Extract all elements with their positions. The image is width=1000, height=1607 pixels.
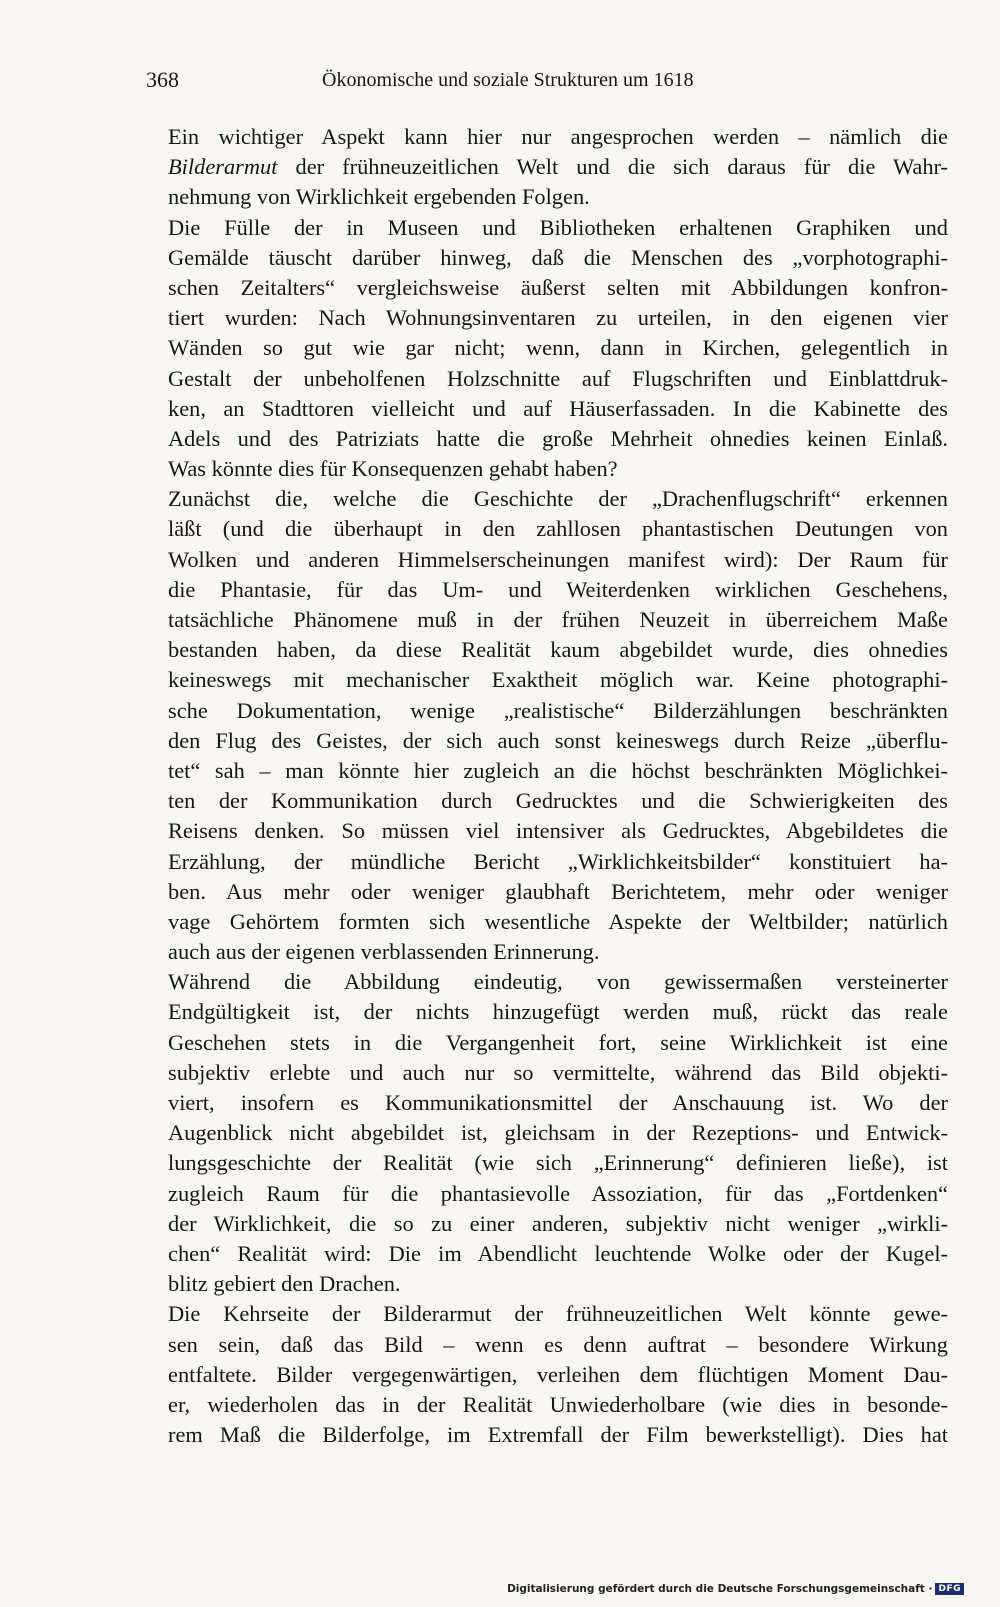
text-line (168, 1118, 948, 1148)
text-line (168, 243, 948, 273)
text-line (168, 1390, 948, 1420)
text-line (168, 394, 948, 424)
text-segment: keineswegs mit mechanischer Exaktheit möglich war. Keine photographi- (168, 667, 948, 693)
italic-term: Bilderarmut (168, 154, 278, 180)
text-segment: die Phantasie, für das Um- und Weiterdenken wirklichen Geschehens, (168, 576, 948, 602)
text-segment: tiert wurden: Nach Wohnungsinventaren zu urteilen, in den eigenen vier (168, 305, 948, 331)
page-number: 368 (146, 67, 179, 92)
text-segment: zugleich Raum für die phantasievolle Assoziation, für das „Fortdenken“ (168, 1180, 948, 1206)
text-segment: viert, insofern es Kommunikationsmittel der Anschauung ist. Wo der (168, 1090, 948, 1115)
text-line (168, 1028, 948, 1058)
credit-text: Digitalisierung gefördert durch die Deutsche Forschungsgemeinschaft · (507, 1583, 933, 1595)
text-line (168, 213, 948, 243)
text-segment: Gemälde täuscht darüber hinweg, daß die Menschen des „vorphotographi- (168, 244, 948, 270)
text-line (168, 273, 948, 303)
text-segment: Die Kehrseite der Bilderarmut der frühneuzeitlichen Welt könnte gewe- (168, 1301, 948, 1327)
page-header (146, 62, 868, 98)
text-segment: der Wirklichkeit, die so zu einer anderen, subjektiv nicht weniger „wirkli- (168, 1210, 948, 1236)
text-line (168, 424, 948, 454)
text-segment: Geschehen stets in die Vergangenheit fort, seine Wirklichkeit ist eine (168, 1029, 948, 1055)
text-line (168, 907, 948, 937)
text-line (168, 1299, 948, 1329)
text-segment: tet“ sah – man könnte hier zugleich an die höchst beschränkten Möglichkei- (168, 757, 948, 783)
text-segment: rem Maß die Bilderfolge, im Extremfall der Film bewerkstelligt). Dies hat (168, 1422, 948, 1448)
text-segment: ken, an Stadttoren vielleicht und auf Häuserfassaden. In die Kabinette des (168, 395, 948, 421)
text-segment: auch aus der eigenen verblassenden Erinnerung. (168, 939, 600, 965)
text-segment: Erzählung, der mündliche Bericht „Wirklichkeitsbilder“ konstituiert ha- (168, 848, 948, 874)
running-head: Ökonomische und soziale Strukturen um 1618 (322, 69, 694, 91)
dfg-logo-icon: DFG (935, 1583, 964, 1595)
text-segment: tatsächliche Phänomene muß in der frühen Neuzeit in überreichem Maße (168, 607, 948, 632)
text-line (168, 575, 948, 605)
text-line (168, 152, 948, 182)
text-line (168, 1330, 948, 1360)
text-segment: chen“ Realität wird: Die im Abendlicht leuchtende Wolke oder der Kugel- (168, 1240, 948, 1266)
text-line (168, 1360, 948, 1390)
text-line (168, 1058, 948, 1088)
text-segment: vage Gehörtem formten sich wesentliche Aspekte der Weltbilder; natürlich (168, 908, 948, 934)
text-segment: er, wiederholen das in der Realität Unwiederholbare (wie dies in besonde- (168, 1391, 948, 1417)
text-line (168, 665, 948, 695)
text-segment: blitz gebiert den Drachen. (168, 1271, 401, 1297)
text-line (168, 1179, 948, 1209)
text-segment: sche Dokumentation, wenige „realistische“ Bilderzählungen beschränkten (168, 697, 948, 723)
text-segment: Gestalt der unbeholfenen Holzschnitte auf Flugschriften und Einblattdruk- (168, 365, 948, 391)
text-segment: Ein wichtiger Aspekt kann hier nur angesprochen werden – nämlich die (168, 124, 948, 149)
text-line (168, 997, 948, 1027)
text-line (168, 877, 948, 907)
text-line (168, 1420, 948, 1450)
text-line (168, 514, 948, 544)
text-segment: Reisens denken. So müssen viel intensiver als Gedrucktes, Abgebildetes die (168, 818, 948, 844)
text-line (168, 1148, 948, 1178)
text-line (168, 786, 948, 816)
text-segment: subjektiv erlebte und auch nur so vermittelte, während das Bild objekti- (168, 1059, 948, 1085)
text-line (168, 847, 948, 877)
text-line (168, 1209, 948, 1239)
text-line (168, 696, 948, 726)
text-segment: lungsgeschichte der Realität (wie sich „Erinnerung“ definieren ließe), ist (168, 1150, 948, 1176)
text-line (168, 333, 948, 363)
text-line (168, 122, 948, 152)
text-segment: Was könnte dies für Konsequenzen gehabt haben? (168, 456, 618, 482)
text-segment: Während die Abbildung eindeutig, von gewissermaßen versteinerter (168, 969, 948, 995)
text-segment: Wolken und anderen Himmelserscheinungen manifest wird): Der Raum für (168, 546, 948, 572)
text-line (168, 484, 948, 514)
text-line (168, 605, 948, 635)
text-line (168, 364, 948, 394)
text-line (168, 816, 948, 846)
text-line (168, 756, 948, 786)
text-segment: Wänden so gut wie gar nicht; wenn, dann in Kirchen, gelegentlich in (168, 335, 948, 361)
text-segment: entfaltete. Bilder vergegenwärtigen, verleihen dem flüchtigen Moment Dau- (168, 1361, 948, 1387)
text-segment: nehmung von Wirklichkeit ergebenden Folgen. (168, 184, 590, 210)
text-segment: den Flug des Geistes, der sich auch sonst keineswegs durch Reize „überflu- (168, 727, 948, 753)
text-line (168, 635, 948, 665)
text-line (168, 1269, 948, 1299)
text-line (168, 967, 948, 997)
text-line (168, 1239, 948, 1269)
text-segment: Adels und des Patriziats hatte die große Mehrheit ohnedies keinen Einlaß. (168, 425, 948, 451)
text-line (168, 182, 948, 212)
text-segment: sen sein, daß das Bild – wenn es denn auftrat – besondere Wirkung (168, 1331, 948, 1357)
digitization-credit (507, 1583, 964, 1595)
text-segment: bestanden haben, da diese Realität kaum abgebildet wurde, dies ohnedies (168, 637, 948, 663)
text-segment: der frühneuzeitlichen Welt und die sich daraus für die Wahr- (277, 154, 948, 180)
text-line (168, 937, 948, 967)
text-line (168, 1088, 948, 1118)
text-line (168, 454, 948, 484)
body-text (168, 122, 948, 1450)
text-segment: ten der Kommunikation durch Gedrucktes und die Schwierigkeiten des (168, 788, 948, 814)
text-segment: Die Fülle der in Museen und Bibliotheken erhaltenen Graphiken und (168, 214, 948, 240)
text-line (168, 545, 948, 575)
text-line (168, 303, 948, 333)
text-segment: Augenblick nicht abgebildet ist, gleichsam in der Rezeptions- und Entwick- (168, 1120, 948, 1146)
text-segment: ben. Aus mehr oder weniger glaubhaft Berichtetem, mehr oder weniger (168, 878, 948, 904)
text-segment: Endgültigkeit ist, der nichts hinzugefügt werden muß, rückt das reale (168, 999, 948, 1025)
text-line (168, 726, 948, 756)
text-segment: Zunächst die, welche die Geschichte der „Drachenflugschrift“ erkennen (168, 486, 948, 512)
text-segment: läßt (und die überhaupt in den zahllosen phantastischen Deutungen von (168, 516, 948, 542)
text-segment: schen Zeitalters“ vergleichsweise äußerst selten mit Abbildungen konfron- (168, 274, 948, 300)
